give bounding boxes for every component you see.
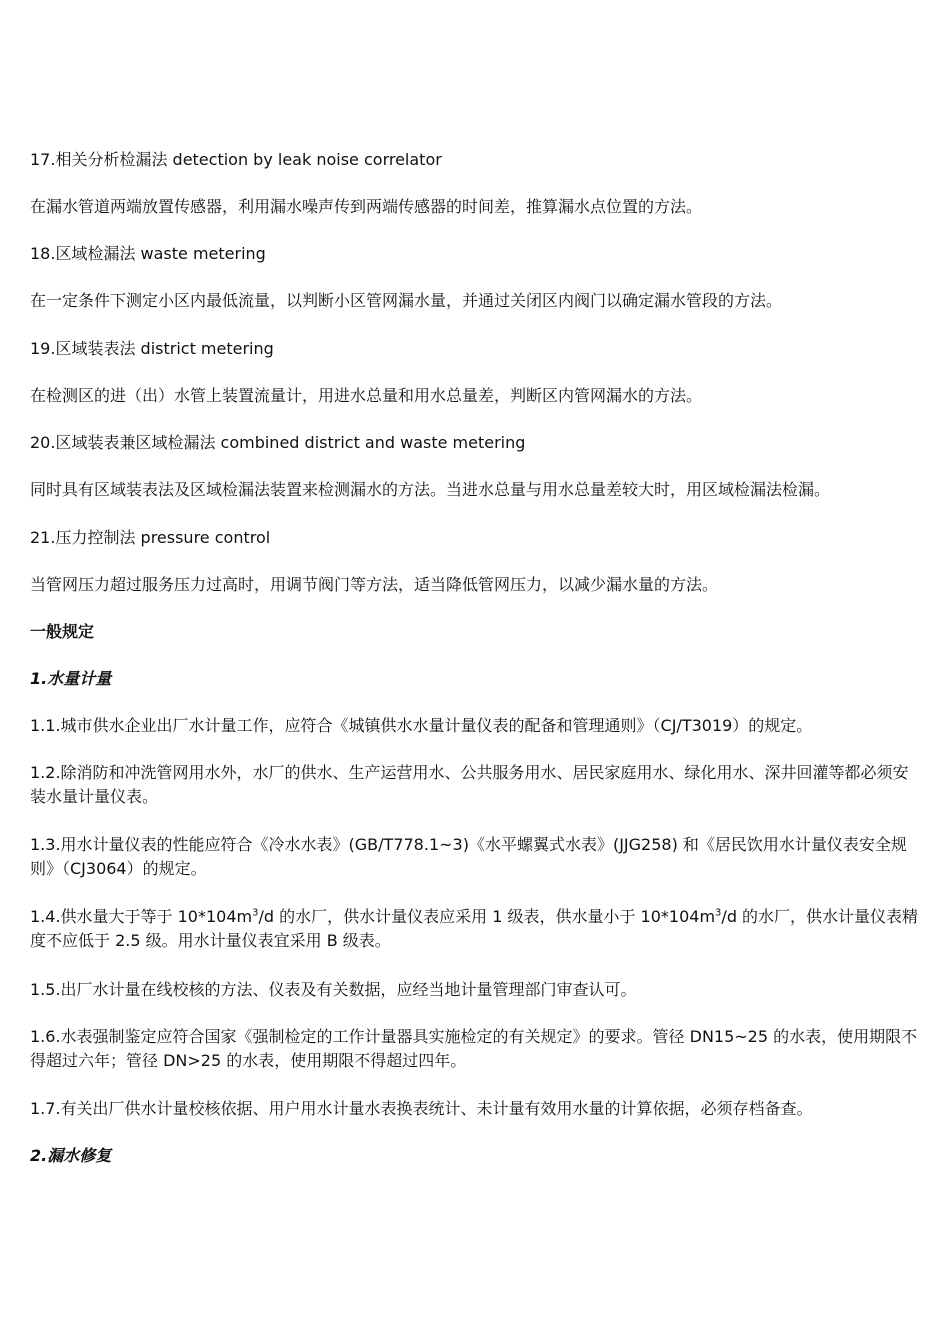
item-1-3: 1.3.用水计量仪表的性能应符合《冷水水表》(GB/T778.1~3)《水平螺翼式水表》(JJG258) 和《居民饮用水计量仪表安全规则》（CJ3064）的规定。: [30, 835, 907, 878]
item-1-7: 1.7.有关出厂供水计量校核依据、用户用水计量水表换表统计、未计量有效用水量的计算依据，必须存档备查。: [30, 1099, 813, 1118]
item-1-4-sup-a: 3: [252, 907, 259, 919]
term-17-definition: 在漏水管道两端放置传感器，利用漏水噪声传到两端传感器的时间差，推算漏水点位置的方法。: [30, 197, 703, 216]
term-20-definition: 同时具有区域装表法及区域检漏法装置来检测漏水的方法。当进水总量与用水总量差较大时，用区域检漏法检漏。: [30, 480, 831, 499]
term-18-heading: 18.区域检漏法 waste metering: [30, 244, 266, 263]
term-19-heading: 19.区域装表法 district metering: [30, 339, 274, 358]
term-21-definition: 当管网压力超过服务压力过高时，用调节阀门等方法，适当降低管网压力，以减少漏水量的方法。: [30, 575, 719, 594]
general-rules-title: 一般规定: [30, 622, 95, 641]
section-1-title: 1.水量计量: [30, 669, 112, 688]
item-1-4-part-b: /d 的水厂，供水计量仪表应采用 1 级表，供水量小于 10*104m: [258, 907, 716, 926]
item-1-4-sup-b: 3: [715, 907, 722, 919]
term-20-heading: 20.区域装表兼区域检漏法 combined district and waste metering: [30, 433, 526, 452]
item-1-4: [30, 905, 922, 953]
item-1-1: 1.1.城市供水企业出厂水计量工作，应符合《城镇供水水量计量仪表的配备和管理通则》（CJ/T3019）的规定。: [30, 716, 813, 735]
item-1-5: 1.5.出厂水计量在线校核的方法、仪表及有关数据，应经当地计量管理部门审查认可。: [30, 980, 637, 999]
term-18-definition: 在一定条件下测定小区内最低流量，以判断小区管网漏水量，并通过关闭区内阀门以确定漏水管段的方法。: [30, 291, 783, 310]
item-1-4-part-c: /d 的水厂，供水计量仪表精度不应低于 2.5 级。用水计量仪表宜采用 B 级表。: [30, 907, 919, 950]
term-19-definition: 在检测区的进（出）水管上装置流量计，用进水总量和用水总量差，判断区内管网漏水的方法。: [30, 386, 703, 405]
item-1-6: 1.6.水表强制鉴定应符合国家《强制检定的工作计量器具实施检定的有关规定》的要求。管径 DN15~25 的水表，使用期限不得超过六年；管径 DN>25 的水表，使用期限不得超过四年。: [30, 1027, 918, 1070]
section-2-title: 2.漏水修复: [30, 1146, 112, 1165]
item-1-4-part-a: 1.4.供水量大于等于 10*104m: [30, 907, 253, 926]
term-21-heading: 21.压力控制法 pressure control: [30, 528, 271, 547]
term-17-heading: 17.相关分析检漏法 detection by leak noise correlator: [30, 150, 442, 169]
item-1-2: 1.2.除消防和冲洗管网用水外，水厂的供水、生产运营用水、公共服务用水、居民家庭用水、绿化用水、深井回灌等都必须安装水量计量仪表。: [30, 763, 909, 806]
